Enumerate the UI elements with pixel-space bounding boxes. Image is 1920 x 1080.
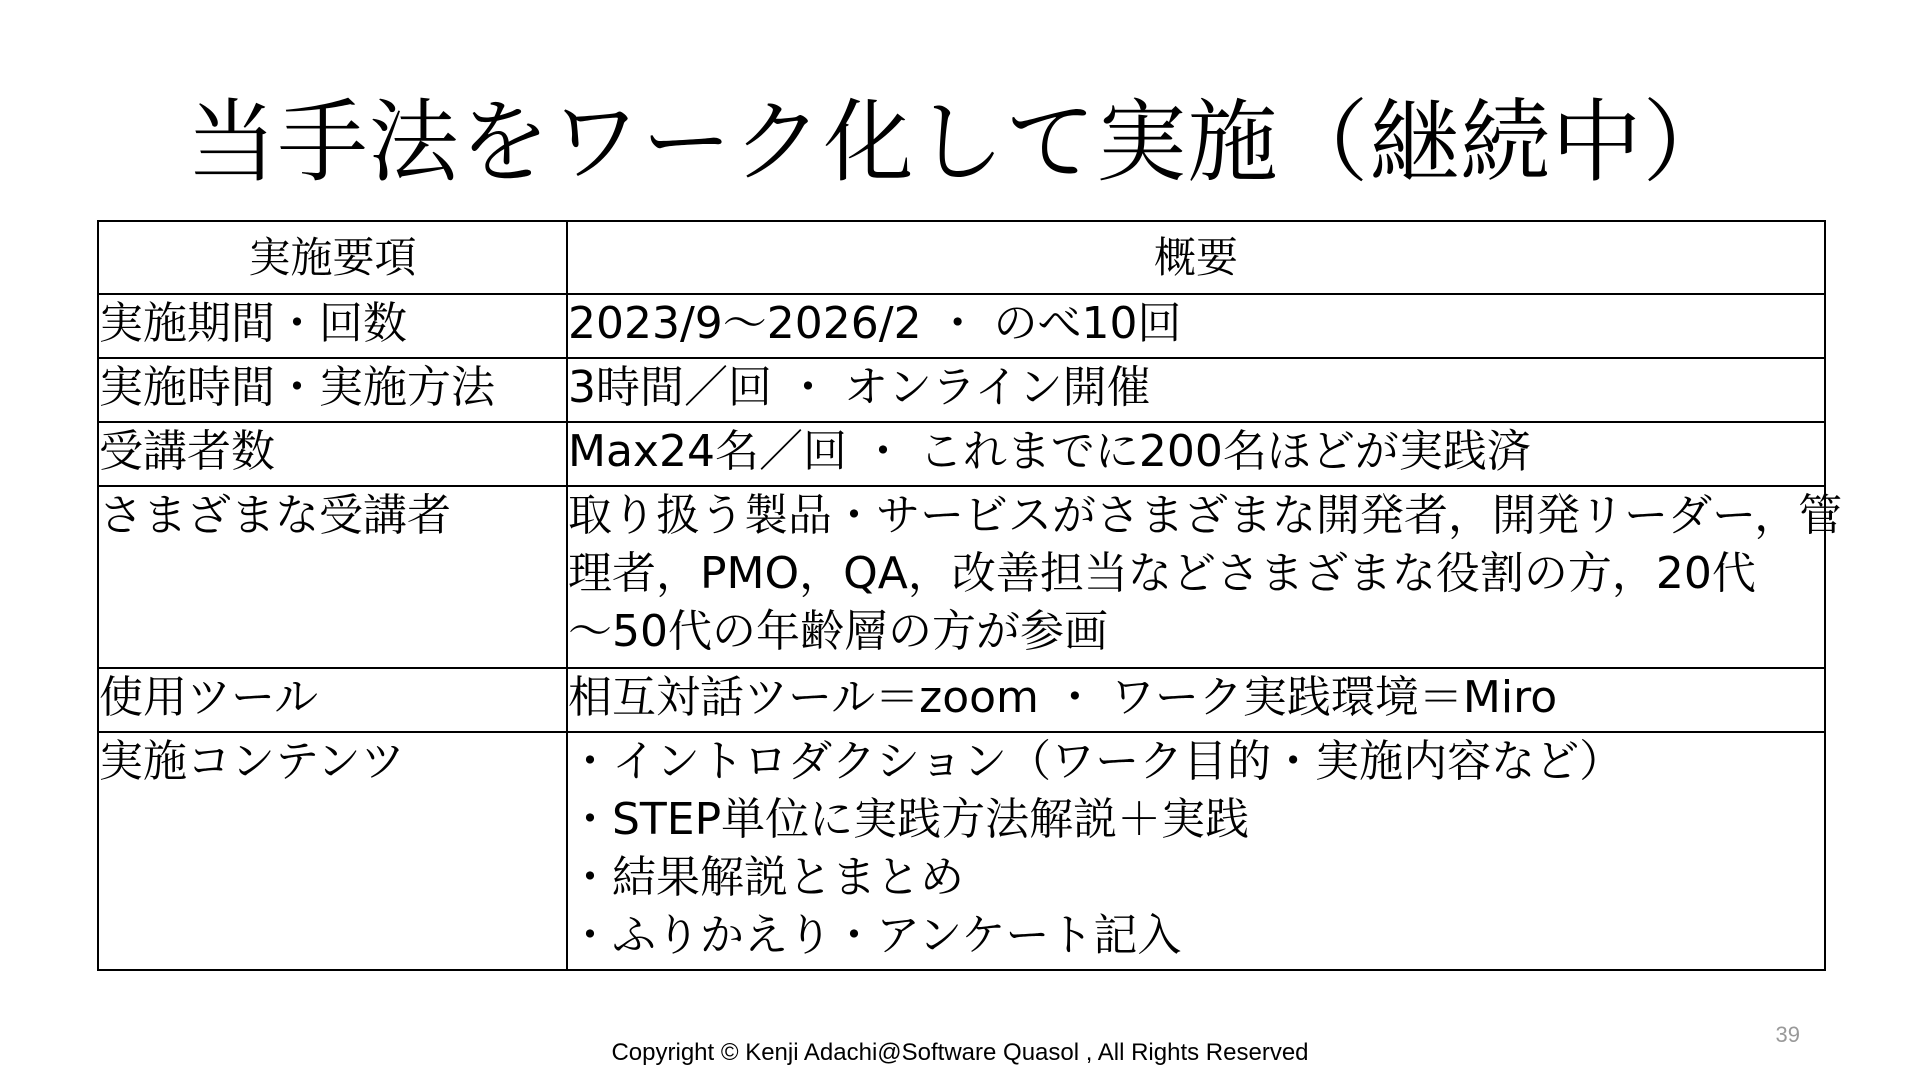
table-row [98, 486, 1825, 668]
row-value [567, 668, 1825, 732]
row-label: さまざまな受講者 [98, 486, 567, 668]
value-line: ・イントロダクション（ワーク目的・実施内容など） [568, 736, 1624, 787]
row-value [567, 486, 1843, 668]
value-line: 3時間／回 ・ オンライン開催 [568, 362, 1151, 413]
value-line: ・ふりかえり・アンケート記入 [568, 910, 1182, 961]
overview-table [97, 220, 1843, 971]
table-header-row [98, 221, 1825, 294]
row-value [567, 732, 1825, 970]
row-label: 実施コンテンツ [98, 732, 567, 970]
value-line: ・STEP単位に実践方法解説＋実践 [568, 794, 1250, 845]
value-line: ・結果解説とまとめ [568, 852, 964, 903]
value-line: ～50代の年齢層の方が参画 [568, 606, 1108, 657]
row-value [567, 358, 1825, 422]
table-row [98, 732, 1825, 970]
slide-title: 当手法をワーク化して実施（継続中） [186, 90, 1734, 195]
row-label: 実施時間・実施方法 [98, 358, 567, 422]
table-row [98, 358, 1825, 422]
row-value [567, 422, 1825, 486]
value-line: Max24名／回 ・ これまでに200名ほどが実践済 [568, 426, 1531, 477]
header-cell-summary: 概要 [567, 221, 1825, 294]
page-number: 39 [1775, 1022, 1800, 1047]
table-row [98, 422, 1825, 486]
table-row [98, 668, 1825, 732]
row-label: 使用ツール [98, 668, 567, 732]
row-label: 実施期間・回数 [98, 294, 567, 358]
value-line: 2023/9～2026/2 ・ のべ10回 [568, 298, 1182, 349]
value-line: 理者，PMO，QA，改善担当などさまざまな役割の方，20代 [568, 548, 1756, 599]
row-label: 受講者数 [98, 422, 567, 486]
value-line: 取り扱う製品・サービスがさまざまな開発者，開発リーダー，管 [568, 490, 1843, 541]
table-row [98, 294, 1825, 358]
row-value [567, 294, 1825, 358]
copyright-notice: Copyright © Kenji Adachi@Software Quasol , All Rights Reserved [611, 1039, 1309, 1066]
value-line: 相互対話ツール＝zoom ・ ワーク実践環境＝Miro [568, 672, 1558, 723]
header-cell-item: 実施要項 [98, 221, 567, 294]
